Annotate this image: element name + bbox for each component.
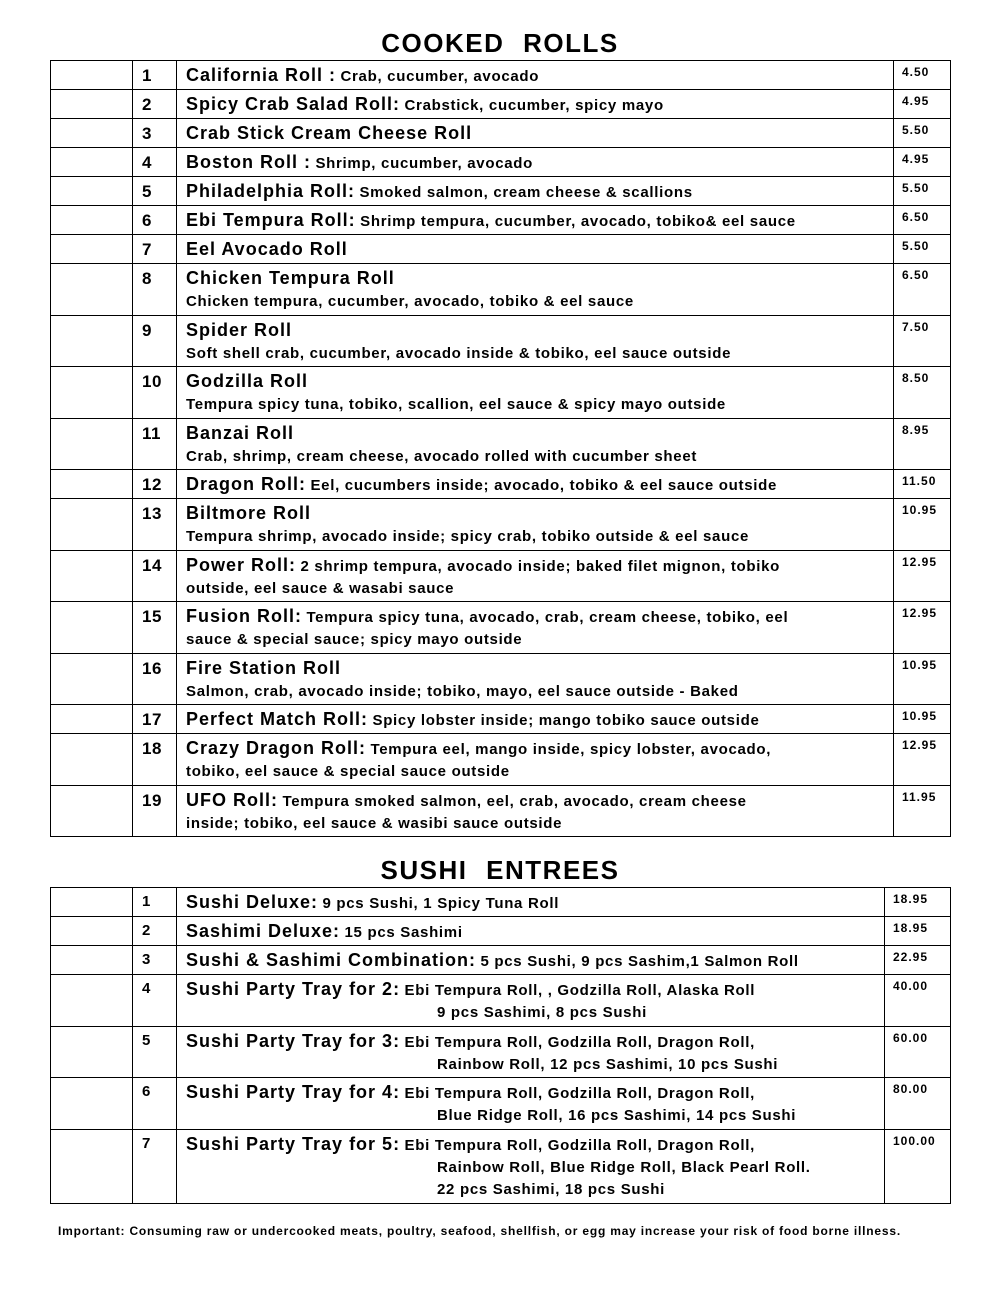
row-blank-cell xyxy=(51,264,133,316)
row-blank-cell xyxy=(51,235,133,264)
cooked-roll-row xyxy=(51,367,951,419)
cooked-roll-row xyxy=(51,418,951,470)
item-detail: 15 pcs Sashimi xyxy=(344,924,463,941)
row-blank-cell xyxy=(51,705,133,734)
item-price: 12.95 xyxy=(894,734,951,786)
row-blank-cell xyxy=(51,734,133,786)
item-detail: Shrimp tempura, cucumber, avocado, tobiko& eel sauce xyxy=(360,213,796,230)
cooked-roll-row xyxy=(51,499,951,551)
item-description xyxy=(177,206,894,235)
item-detail-continued: Rainbow Roll, 12 pcs Sashimi, 10 pcs Sushi xyxy=(437,1055,779,1073)
item-name: California Roll : xyxy=(186,65,337,85)
row-blank-cell xyxy=(51,888,133,917)
row-blank-cell xyxy=(51,119,133,148)
sushi-entree-row xyxy=(51,888,951,917)
item-price: 4.95 xyxy=(894,148,951,177)
item-price: 10.95 xyxy=(894,653,951,705)
cooked-roll-row xyxy=(51,148,951,177)
item-detail: Tempura spicy tuna, avocado, crab, cream cheese, tobiko, eel xyxy=(306,609,789,626)
cooked-roll-row xyxy=(51,235,951,264)
sushi-entree-row xyxy=(51,975,951,1027)
item-description xyxy=(177,550,894,602)
food-safety-notice: Important: Consuming raw or undercooked meats, poultry, seafood, shellfish, or egg may increase your risk of food borne illness. xyxy=(58,1224,901,1238)
item-detail-continued: 22 pcs Sashimi, 18 pcs Sushi xyxy=(437,1180,666,1198)
item-price: 12.95 xyxy=(894,550,951,602)
item-number: 5 xyxy=(133,1026,177,1078)
sushi-entrees-table xyxy=(50,887,951,1204)
row-blank-cell xyxy=(51,206,133,235)
item-description xyxy=(177,1078,885,1130)
row-blank-cell xyxy=(51,148,133,177)
item-number: 2 xyxy=(133,90,177,119)
item-number: 18 xyxy=(133,734,177,786)
item-number: 9 xyxy=(133,315,177,367)
item-price: 12.95 xyxy=(894,602,951,654)
item-name: Spider Roll xyxy=(186,319,293,340)
item-price: 8.50 xyxy=(894,367,951,419)
item-detail-continued: outside, eel sauce & wasabi sauce xyxy=(186,579,455,597)
item-name: Fusion Roll: xyxy=(186,606,302,626)
item-description xyxy=(177,653,894,705)
item-price: 5.50 xyxy=(894,235,951,264)
row-blank-cell xyxy=(51,418,133,470)
item-description xyxy=(177,499,894,551)
row-blank-cell xyxy=(51,946,133,975)
sushi-entree-row xyxy=(51,946,951,975)
item-name: Sushi & Sashimi Combination: xyxy=(186,950,477,970)
item-name: Crazy Dragon Roll: xyxy=(186,738,367,758)
item-description xyxy=(177,470,894,499)
item-description xyxy=(177,418,894,470)
item-detail: Ebi Tempura Roll, Godzilla Roll, Dragon Roll, xyxy=(404,1033,755,1051)
item-number: 5 xyxy=(133,177,177,206)
item-detail: Ebi Tempura Roll, Godzilla Roll, Dragon Roll, xyxy=(404,1136,755,1154)
item-name: Boston Roll : xyxy=(186,152,311,172)
item-name: Fire Station Roll xyxy=(186,657,342,678)
cooked-roll-row xyxy=(51,705,951,734)
cooked-roll-row xyxy=(51,206,951,235)
item-number: 10 xyxy=(133,367,177,419)
item-price: 100.00 xyxy=(885,1129,951,1203)
item-number: 19 xyxy=(133,785,177,837)
row-blank-cell xyxy=(51,1129,133,1203)
row-blank-cell xyxy=(51,917,133,946)
item-name: Sashimi Deluxe: xyxy=(186,921,341,941)
item-detail: Crab, cucumber, avocado xyxy=(340,68,540,85)
item-number: 3 xyxy=(133,946,177,975)
item-name: Godzilla Roll xyxy=(186,371,309,391)
item-detail-continued: Tempura spicy tuna, tobiko, scallion, eel sauce & spicy mayo outside xyxy=(186,396,726,413)
row-blank-cell xyxy=(51,315,133,367)
item-price: 60.00 xyxy=(885,1026,951,1078)
item-price: 8.95 xyxy=(894,418,951,470)
item-description xyxy=(177,1026,885,1078)
cooked-roll-row xyxy=(51,550,951,602)
item-detail: Tempura smoked salmon, eel, crab, avocado, cream cheese xyxy=(282,792,747,810)
item-detail-continued: Chicken tempura, cucumber, avocado, tobiko & eel sauce xyxy=(186,293,634,310)
item-price: 22.95 xyxy=(885,946,951,975)
item-detail-continued: Blue Ridge Roll, 16 pcs Sashimi, 14 pcs Sushi xyxy=(437,1107,797,1124)
item-number: 11 xyxy=(133,418,177,470)
item-number: 8 xyxy=(133,264,177,316)
cooked-roll-row xyxy=(51,653,951,705)
item-detail-continued: Crab, shrimp, cream cheese, avocado rolled with cucumber sheet xyxy=(186,447,698,465)
item-price: 6.50 xyxy=(894,206,951,235)
item-name: Crab Stick Cream Cheese Roll xyxy=(186,123,473,143)
sushi-entree-row xyxy=(51,1078,951,1130)
item-number: 15 xyxy=(133,602,177,654)
cooked-rolls-table xyxy=(50,60,951,837)
item-description xyxy=(177,119,894,148)
item-price: 4.95 xyxy=(894,90,951,119)
row-blank-cell xyxy=(51,550,133,602)
item-description xyxy=(177,235,894,264)
item-name: Philadelphia Roll: xyxy=(186,181,356,201)
item-number: 17 xyxy=(133,705,177,734)
item-detail: Eel, cucumbers inside; avocado, tobiko & eel sauce outside xyxy=(310,477,778,494)
item-name: Sushi Party Tray for 5: xyxy=(186,1133,401,1154)
item-name: Banzai Roll xyxy=(186,422,295,443)
cooked-roll-row xyxy=(51,264,951,316)
item-description xyxy=(177,264,894,316)
item-number: 4 xyxy=(133,975,177,1027)
item-name: Ebi Tempura Roll: xyxy=(186,210,356,230)
item-description xyxy=(177,602,894,654)
item-detail: Tempura eel, mango inside, spicy lobster, avocado, xyxy=(370,741,772,758)
sushi-entree-row xyxy=(51,917,951,946)
item-number: 2 xyxy=(133,917,177,946)
row-blank-cell xyxy=(51,177,133,206)
item-number: 16 xyxy=(133,653,177,705)
row-blank-cell xyxy=(51,470,133,499)
item-number: 4 xyxy=(133,148,177,177)
item-name: Sushi Party Tray for 2: xyxy=(186,979,401,999)
item-name: Sushi Party Tray for 4: xyxy=(186,1082,401,1102)
cooked-roll-row xyxy=(51,785,951,837)
item-detail: 5 pcs Sushi, 9 pcs Sashim,1 Salmon Roll xyxy=(480,953,799,970)
item-price: 80.00 xyxy=(885,1078,951,1130)
item-description xyxy=(177,61,894,90)
item-name: Spicy Crab Salad Roll: xyxy=(186,94,401,114)
item-description xyxy=(177,888,885,917)
item-name: Power Roll: xyxy=(186,554,297,575)
cooked-roll-row xyxy=(51,602,951,654)
item-number: 1 xyxy=(133,888,177,917)
item-name: Eel Avocado Roll xyxy=(186,239,348,259)
item-detail-continued: Rainbow Roll, Blue Ridge Roll, Black Pearl Roll. xyxy=(437,1158,811,1176)
item-number: 6 xyxy=(133,1078,177,1130)
cooked-roll-row xyxy=(51,90,951,119)
row-blank-cell xyxy=(51,785,133,837)
item-price: 7.50 xyxy=(894,315,951,367)
item-description xyxy=(177,946,885,975)
item-description xyxy=(177,1129,885,1203)
item-description xyxy=(177,785,894,837)
item-price: 10.95 xyxy=(894,705,951,734)
item-number: 7 xyxy=(133,1129,177,1203)
item-detail: 2 shrimp tempura, avocado inside; baked filet mignon, tobiko xyxy=(300,557,781,575)
item-number: 6 xyxy=(133,206,177,235)
item-price: 10.95 xyxy=(894,499,951,551)
item-price: 6.50 xyxy=(894,264,951,316)
cooked-roll-row xyxy=(51,119,951,148)
row-blank-cell xyxy=(51,367,133,419)
item-name: UFO Roll: xyxy=(186,789,278,810)
item-number: 13 xyxy=(133,499,177,551)
row-blank-cell xyxy=(51,499,133,551)
row-blank-cell xyxy=(51,653,133,705)
item-name: Sushi Deluxe: xyxy=(186,892,319,912)
item-price: 5.50 xyxy=(894,119,951,148)
item-description xyxy=(177,90,894,119)
cooked-roll-row xyxy=(51,315,951,367)
item-number: 7 xyxy=(133,235,177,264)
item-detail-continued: sauce & special sauce; spicy mayo outside xyxy=(186,631,523,648)
item-number: 3 xyxy=(133,119,177,148)
item-name: Dragon Roll: xyxy=(186,474,306,494)
item-detail: Ebi Tempura Roll, , Godzilla Roll, Alaska Roll xyxy=(404,982,756,999)
item-detail-continued: Soft shell crab, cucumber, avocado inside & tobiko, eel sauce outside xyxy=(186,344,732,362)
sushi-entree-row xyxy=(51,1026,951,1078)
cooked-roll-row xyxy=(51,470,951,499)
row-blank-cell xyxy=(51,61,133,90)
item-detail: Crabstick, cucumber, spicy mayo xyxy=(404,97,664,114)
item-number: 1 xyxy=(133,61,177,90)
row-blank-cell xyxy=(51,1026,133,1078)
item-description xyxy=(177,177,894,206)
item-detail-continued: inside; tobiko, eel sauce & wasibi sauce outside xyxy=(186,814,563,832)
item-detail-continued: 9 pcs Sashimi, 8 pcs Sushi xyxy=(437,1004,647,1021)
sushi-entrees-title: SUSHI ENTREES xyxy=(380,855,620,885)
cooked-roll-row xyxy=(51,177,951,206)
item-price: 5.50 xyxy=(894,177,951,206)
item-description xyxy=(177,917,885,946)
cooked-roll-row xyxy=(51,61,951,90)
row-blank-cell xyxy=(51,602,133,654)
row-blank-cell xyxy=(51,975,133,1027)
item-detail: Shrimp, cucumber, avocado xyxy=(315,155,533,172)
item-price: 11.95 xyxy=(894,785,951,837)
item-price: 11.50 xyxy=(894,470,951,499)
item-description xyxy=(177,975,885,1027)
item-price: 18.95 xyxy=(885,917,951,946)
row-blank-cell xyxy=(51,90,133,119)
cooked-rolls-title: COOKED ROLLS xyxy=(381,28,619,58)
item-name: Perfect Match Roll: xyxy=(186,709,369,729)
item-detail-continued: Tempura shrimp, avocado inside; spicy crab, tobiko outside & eel sauce xyxy=(186,528,750,545)
item-name: Chicken Tempura Roll xyxy=(186,268,395,288)
sushi-entree-row xyxy=(51,1129,951,1203)
item-number: 14 xyxy=(133,550,177,602)
item-price: 40.00 xyxy=(885,975,951,1027)
item-detail-continued: tobiko, eel sauce & special sauce outside xyxy=(186,763,510,780)
item-description xyxy=(177,148,894,177)
item-number: 12 xyxy=(133,470,177,499)
cooked-roll-row xyxy=(51,734,951,786)
item-description xyxy=(177,367,894,419)
item-name: Biltmore Roll xyxy=(186,503,312,523)
item-detail: Ebi Tempura Roll, Godzilla Roll, Dragon Roll, xyxy=(404,1085,755,1102)
item-price: 18.95 xyxy=(885,888,951,917)
item-description xyxy=(177,734,894,786)
item-description xyxy=(177,315,894,367)
item-description xyxy=(177,705,894,734)
item-price: 4.50 xyxy=(894,61,951,90)
item-detail: Spicy lobster inside; mango tobiko sauce outside xyxy=(372,712,760,729)
item-detail: 9 pcs Sushi, 1 Spicy Tuna Roll xyxy=(322,895,560,912)
item-name: Sushi Party Tray for 3: xyxy=(186,1030,401,1051)
item-detail: Smoked salmon, cream cheese & scallions xyxy=(359,184,693,201)
row-blank-cell xyxy=(51,1078,133,1130)
item-detail-continued: Salmon, crab, avocado inside; tobiko, mayo, eel sauce outside - Baked xyxy=(186,682,739,700)
